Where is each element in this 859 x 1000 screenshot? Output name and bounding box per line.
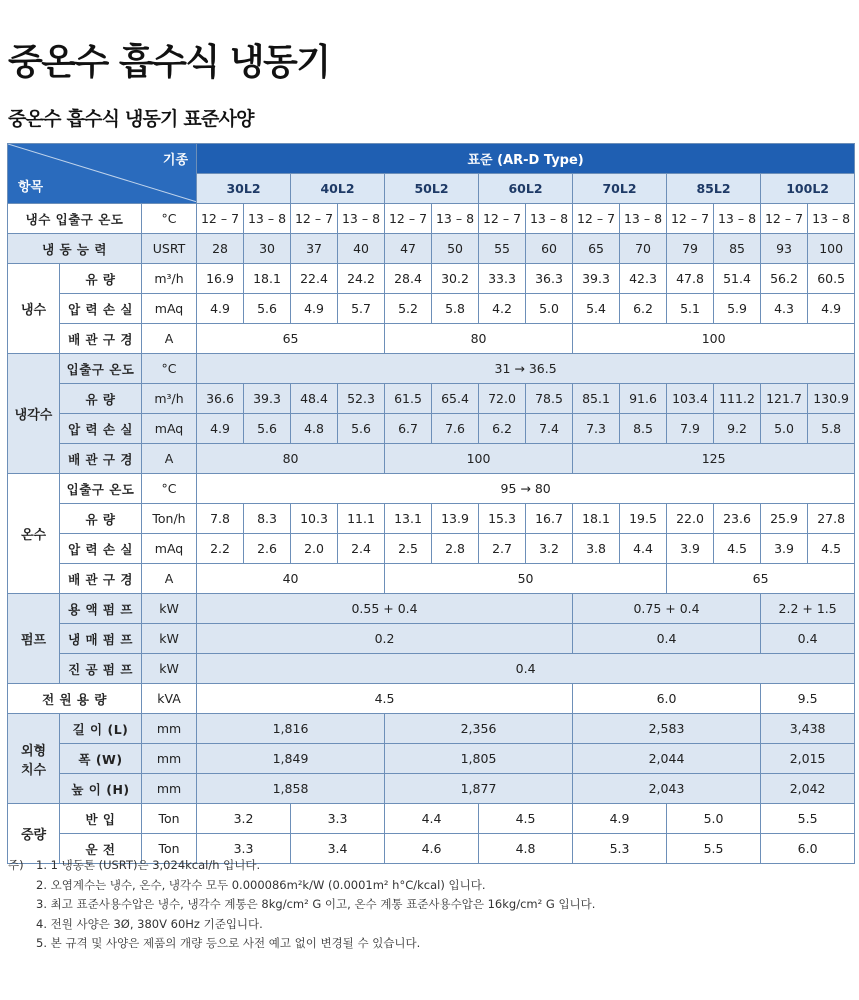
value-cell: 5.8 xyxy=(808,414,855,444)
value-cell: 5.5 xyxy=(667,834,761,864)
value-cell: 2,583 xyxy=(573,714,761,744)
value-cell: 12 – 7 xyxy=(479,204,526,234)
value-cell: 103.4 xyxy=(667,384,714,414)
row-label: 냉 매 펌 프 xyxy=(60,624,142,654)
value-cell: 13 – 8 xyxy=(526,204,573,234)
value-cell: 91.6 xyxy=(620,384,667,414)
page-title: 중온수 흡수식 냉동기 xyxy=(8,42,330,83)
row-label: 냉 동 능 력 xyxy=(8,234,142,264)
value-cell: 1,805 xyxy=(385,744,573,774)
table-row xyxy=(8,744,855,774)
section-subtitle: 중온수 흡수식 냉동기 표준사양 xyxy=(8,108,254,130)
value-cell: 40 xyxy=(197,564,385,594)
table-row xyxy=(8,264,855,294)
value-cell: 24.2 xyxy=(338,264,385,294)
value-cell: 2.6 xyxy=(244,534,291,564)
value-cell: 4.8 xyxy=(291,414,338,444)
value-cell: 13 – 8 xyxy=(338,204,385,234)
row-label: 용 액 펌 프 xyxy=(60,594,142,624)
value-cell: 36.6 xyxy=(197,384,244,414)
value-cell: 3.2 xyxy=(197,804,291,834)
table-row xyxy=(8,534,855,564)
table-row xyxy=(8,714,855,744)
value-cell: 3.9 xyxy=(667,534,714,564)
value-cell: 2,356 xyxy=(385,714,573,744)
value-cell: 28.4 xyxy=(385,264,432,294)
value-cell: 22.4 xyxy=(291,264,338,294)
value-cell: 37 xyxy=(291,234,338,264)
footnote-item xyxy=(8,895,595,915)
value-cell: 4.6 xyxy=(385,834,479,864)
unit-cell: mm xyxy=(142,744,197,774)
value-cell: 50 xyxy=(432,234,479,264)
value-cell: 25.9 xyxy=(761,504,808,534)
unit-cell: USRT xyxy=(142,234,197,264)
group-label-hot-water: 온수 xyxy=(8,474,60,594)
row-label: 유 량 xyxy=(60,384,142,414)
table-row xyxy=(8,294,855,324)
unit-cell: A xyxy=(142,564,197,594)
unit-cell: mAq xyxy=(142,414,197,444)
value-cell: 4.3 xyxy=(761,294,808,324)
value-cell: 3.9 xyxy=(761,534,808,564)
table-row xyxy=(8,474,855,504)
value-cell: 19.5 xyxy=(620,504,667,534)
row-label: 길 이 (L) xyxy=(60,714,142,744)
value-cell: 0.55 + 0.4 xyxy=(197,594,573,624)
footnote-item xyxy=(8,915,595,935)
value-cell: 23.6 xyxy=(714,504,761,534)
value-cell: 80 xyxy=(197,444,385,474)
value-cell: 12 – 7 xyxy=(291,204,338,234)
value-cell: 6.0 xyxy=(761,834,855,864)
table-row xyxy=(8,774,855,804)
value-cell: 100 xyxy=(385,444,573,474)
unit-cell: Ton/h xyxy=(142,504,197,534)
value-cell: 5.2 xyxy=(385,294,432,324)
value-cell: 4.4 xyxy=(385,804,479,834)
row-label: 입출구 온도 xyxy=(60,474,142,504)
value-cell: 7.6 xyxy=(432,414,479,444)
value-cell: 3.2 xyxy=(526,534,573,564)
footnote-item xyxy=(8,856,595,876)
value-cell: 12 – 7 xyxy=(761,204,808,234)
value-cell: 18.1 xyxy=(573,504,620,534)
unit-cell: °C xyxy=(142,354,197,384)
value-cell: 5.5 xyxy=(761,804,855,834)
value-cell: 28 xyxy=(197,234,244,264)
unit-cell: kVA xyxy=(142,684,197,714)
footnote-item xyxy=(8,934,595,954)
value-cell: 0.75 + 0.4 xyxy=(573,594,761,624)
value-cell: 3.8 xyxy=(573,534,620,564)
group-label-dimensions xyxy=(8,714,60,804)
value-cell: 52.3 xyxy=(338,384,385,414)
value-cell: 125 xyxy=(573,444,855,474)
footnote-item xyxy=(8,876,595,896)
value-cell: 13 – 8 xyxy=(244,204,291,234)
model-header: 100L2 xyxy=(761,174,855,204)
value-cell: 39.3 xyxy=(244,384,291,414)
table-row xyxy=(8,624,855,654)
value-cell: 5.0 xyxy=(526,294,573,324)
unit-cell: m³/h xyxy=(142,264,197,294)
value-cell: 13 – 8 xyxy=(432,204,479,234)
value-cell: 5.6 xyxy=(244,294,291,324)
value-cell: 95 → 80 xyxy=(197,474,855,504)
value-cell: 111.2 xyxy=(714,384,761,414)
model-header: 40L2 xyxy=(291,174,385,204)
value-cell: 7.9 xyxy=(667,414,714,444)
value-cell: 79 xyxy=(667,234,714,264)
value-cell: 40 xyxy=(338,234,385,264)
model-header: 85L2 xyxy=(667,174,761,204)
value-cell: 5.4 xyxy=(573,294,620,324)
unit-cell: mm xyxy=(142,714,197,744)
row-label: 진 공 펌 프 xyxy=(60,654,142,684)
row-label: 압 력 손 실 xyxy=(60,294,142,324)
table-row xyxy=(8,444,855,474)
table-row xyxy=(8,684,855,714)
value-cell: 93 xyxy=(761,234,808,264)
group-label-cooling-water: 냉각수 xyxy=(8,354,60,474)
value-cell: 5.8 xyxy=(432,294,479,324)
value-cell: 7.8 xyxy=(197,504,244,534)
value-cell: 2,044 xyxy=(573,744,761,774)
model-header: 30L2 xyxy=(197,174,291,204)
value-cell: 27.8 xyxy=(808,504,855,534)
group-label-chilled-water: 냉수 xyxy=(8,264,60,354)
unit-cell: A xyxy=(142,324,197,354)
value-cell: 33.3 xyxy=(479,264,526,294)
value-cell: 4.2 xyxy=(479,294,526,324)
value-cell: 2.4 xyxy=(338,534,385,564)
value-cell: 4.8 xyxy=(479,834,573,864)
value-cell: 8.5 xyxy=(620,414,667,444)
row-label: 폭 (W) xyxy=(60,744,142,774)
row-label: 압 력 손 실 xyxy=(60,534,142,564)
value-cell: 100 xyxy=(808,234,855,264)
value-cell: 30 xyxy=(244,234,291,264)
value-cell: 13.1 xyxy=(385,504,432,534)
table-corner-header xyxy=(8,144,197,204)
unit-cell: °C xyxy=(142,474,197,504)
value-cell: 6.0 xyxy=(573,684,761,714)
value-cell: 13 – 8 xyxy=(620,204,667,234)
row-label: 유 량 xyxy=(60,504,142,534)
value-cell: 4.4 xyxy=(620,534,667,564)
value-cell: 72.0 xyxy=(479,384,526,414)
value-cell: 13.9 xyxy=(432,504,479,534)
value-cell: 5.6 xyxy=(338,414,385,444)
value-cell: 2.5 xyxy=(385,534,432,564)
value-cell: 56.2 xyxy=(761,264,808,294)
value-cell: 15.3 xyxy=(479,504,526,534)
value-cell: 0.4 xyxy=(573,624,761,654)
value-cell: 2.2 xyxy=(197,534,244,564)
table-row xyxy=(8,204,855,234)
model-header: 70L2 xyxy=(573,174,667,204)
unit-cell: kW xyxy=(142,654,197,684)
value-cell: 50 xyxy=(385,564,667,594)
row-label: 반 입 xyxy=(60,804,142,834)
value-cell: 5.1 xyxy=(667,294,714,324)
group-label-line: 외형 xyxy=(20,743,47,759)
value-cell: 18.1 xyxy=(244,264,291,294)
value-cell: 4.5 xyxy=(808,534,855,564)
value-cell: 30.2 xyxy=(432,264,479,294)
table-row xyxy=(8,354,855,384)
row-label: 운 전 xyxy=(60,834,142,864)
unit-cell: mm xyxy=(142,774,197,804)
value-cell: 4.9 xyxy=(197,414,244,444)
value-cell: 5.6 xyxy=(244,414,291,444)
value-cell: 39.3 xyxy=(573,264,620,294)
value-cell: 0.2 xyxy=(197,624,573,654)
value-cell: 2.7 xyxy=(479,534,526,564)
value-cell: 3.4 xyxy=(291,834,385,864)
row-label: 전 원 용 량 xyxy=(8,684,142,714)
value-cell: 100 xyxy=(573,324,855,354)
value-cell: 60.5 xyxy=(808,264,855,294)
value-cell: 5.7 xyxy=(338,294,385,324)
value-cell: 3.3 xyxy=(197,834,291,864)
value-cell: 47.8 xyxy=(667,264,714,294)
value-cell: 6.2 xyxy=(479,414,526,444)
unit-cell: kW xyxy=(142,624,197,654)
value-cell: 2,043 xyxy=(573,774,761,804)
value-cell: 85.1 xyxy=(573,384,620,414)
table-row xyxy=(8,504,855,534)
row-label: 입출구 온도 xyxy=(60,354,142,384)
value-cell: 4.9 xyxy=(197,294,244,324)
value-cell: 31 → 36.5 xyxy=(197,354,855,384)
row-label: 배 관 구 경 xyxy=(60,564,142,594)
value-cell: 130.9 xyxy=(808,384,855,414)
value-cell: 16.9 xyxy=(197,264,244,294)
value-cell: 1,858 xyxy=(197,774,385,804)
footnote-text: 3. 최고 표준사용수압은 냉수, 냉각수 계통은 8kg/cm² G 이고, 온수 계통 표준사용수압은 16kg/cm² G 입니다. xyxy=(36,897,596,911)
value-cell: 65 xyxy=(573,234,620,264)
value-cell: 4.9 xyxy=(808,294,855,324)
row-label: 유 량 xyxy=(60,264,142,294)
model-axis-label: 기종 xyxy=(162,153,189,168)
value-cell: 4.5 xyxy=(197,684,573,714)
standard-type-header: 표준 (AR-D Type) xyxy=(197,144,855,174)
model-header: 60L2 xyxy=(479,174,573,204)
value-cell: 12 – 7 xyxy=(667,204,714,234)
value-cell: 65 xyxy=(667,564,855,594)
table-row xyxy=(8,324,855,354)
unit-cell: Ton xyxy=(142,804,197,834)
value-cell: 6.7 xyxy=(385,414,432,444)
unit-cell: °C xyxy=(142,204,197,234)
value-cell: 47 xyxy=(385,234,432,264)
value-cell: 70 xyxy=(620,234,667,264)
value-cell: 0.4 xyxy=(761,624,855,654)
row-label: 배 관 구 경 xyxy=(60,444,142,474)
row-label: 압 력 손 실 xyxy=(60,414,142,444)
value-cell: 7.3 xyxy=(573,414,620,444)
value-cell: 2.0 xyxy=(291,534,338,564)
group-label-pump: 펌프 xyxy=(8,594,60,684)
value-cell: 12 – 7 xyxy=(573,204,620,234)
unit-cell: mAq xyxy=(142,294,197,324)
value-cell: 2,042 xyxy=(761,774,855,804)
value-cell: 78.5 xyxy=(526,384,573,414)
value-cell: 1,816 xyxy=(197,714,385,744)
value-cell: 4.9 xyxy=(291,294,338,324)
table-row xyxy=(8,234,855,264)
value-cell: 11.1 xyxy=(338,504,385,534)
table-row xyxy=(8,594,855,624)
value-cell: 0.4 xyxy=(197,654,855,684)
value-cell: 2.2 + 1.5 xyxy=(761,594,855,624)
value-cell: 12 – 7 xyxy=(197,204,244,234)
value-cell: 22.0 xyxy=(667,504,714,534)
value-cell: 9.2 xyxy=(714,414,761,444)
spec-table xyxy=(7,143,855,864)
value-cell: 1,877 xyxy=(385,774,573,804)
value-cell: 85 xyxy=(714,234,761,264)
value-cell: 5.0 xyxy=(667,804,761,834)
table-row xyxy=(8,564,855,594)
unit-cell: A xyxy=(142,444,197,474)
value-cell: 55 xyxy=(479,234,526,264)
table-row xyxy=(8,654,855,684)
table-row xyxy=(8,414,855,444)
footnote-text: 2. 오염계수는 냉수, 온수, 냉각수 모두 0.000086m²k/W (0.0001m² h°C/kcal) 입니다. xyxy=(36,877,486,892)
value-cell: 5.9 xyxy=(714,294,761,324)
value-cell: 4.5 xyxy=(714,534,761,564)
value-cell: 16.7 xyxy=(526,504,573,534)
unit-cell: mAq xyxy=(142,534,197,564)
item-axis-label: 항목 xyxy=(18,180,44,195)
model-header: 50L2 xyxy=(385,174,479,204)
value-cell: 13 – 8 xyxy=(808,204,855,234)
value-cell: 3,438 xyxy=(761,714,855,744)
table-row xyxy=(8,384,855,414)
value-cell: 4.9 xyxy=(573,804,667,834)
value-cell: 10.3 xyxy=(291,504,338,534)
value-cell: 65 xyxy=(197,324,385,354)
value-cell: 6.2 xyxy=(620,294,667,324)
value-cell: 13 – 8 xyxy=(714,204,761,234)
unit-cell: Ton xyxy=(142,834,197,864)
value-cell: 61.5 xyxy=(385,384,432,414)
value-cell: 60 xyxy=(526,234,573,264)
table-row xyxy=(8,804,855,834)
value-cell: 80 xyxy=(385,324,573,354)
footnote-text: 1. 1 냉동톤 (USRT)은 3,024kcal/h 입니다. xyxy=(36,858,261,872)
value-cell: 5.0 xyxy=(761,414,808,444)
value-cell: 51.4 xyxy=(714,264,761,294)
value-cell: 65.4 xyxy=(432,384,479,414)
value-cell: 12 – 7 xyxy=(385,204,432,234)
group-label-weight: 중량 xyxy=(8,804,60,864)
unit-cell: m³/h xyxy=(142,384,197,414)
value-cell: 3.3 xyxy=(291,804,385,834)
value-cell: 4.5 xyxy=(479,804,573,834)
value-cell: 48.4 xyxy=(291,384,338,414)
value-cell: 9.5 xyxy=(761,684,855,714)
row-label: 배 관 구 경 xyxy=(60,324,142,354)
value-cell: 5.3 xyxy=(573,834,667,864)
value-cell: 7.4 xyxy=(526,414,573,444)
footnote-text: 5. 본 규격 및 사양은 제품의 개량 등으로 사전 예고 없이 변경될 수 있습니다. xyxy=(36,936,421,950)
unit-cell: kW xyxy=(142,594,197,624)
value-cell: 2,015 xyxy=(761,744,855,774)
value-cell: 121.7 xyxy=(761,384,808,414)
value-cell: 1,849 xyxy=(197,744,385,774)
group-label-line: 치수 xyxy=(20,762,47,778)
row-label: 높 이 (H) xyxy=(60,774,142,804)
row-label: 냉수 입출구 온도 xyxy=(8,204,142,234)
value-cell: 8.3 xyxy=(244,504,291,534)
value-cell: 36.3 xyxy=(526,264,573,294)
footnote-prefix: 주) xyxy=(8,858,24,872)
value-cell: 42.3 xyxy=(620,264,667,294)
footnotes xyxy=(8,856,595,954)
value-cell: 2.8 xyxy=(432,534,479,564)
footnote-text: 4. 전원 사양은 3Ø, 380V 60Hz 기준입니다. xyxy=(36,916,263,931)
